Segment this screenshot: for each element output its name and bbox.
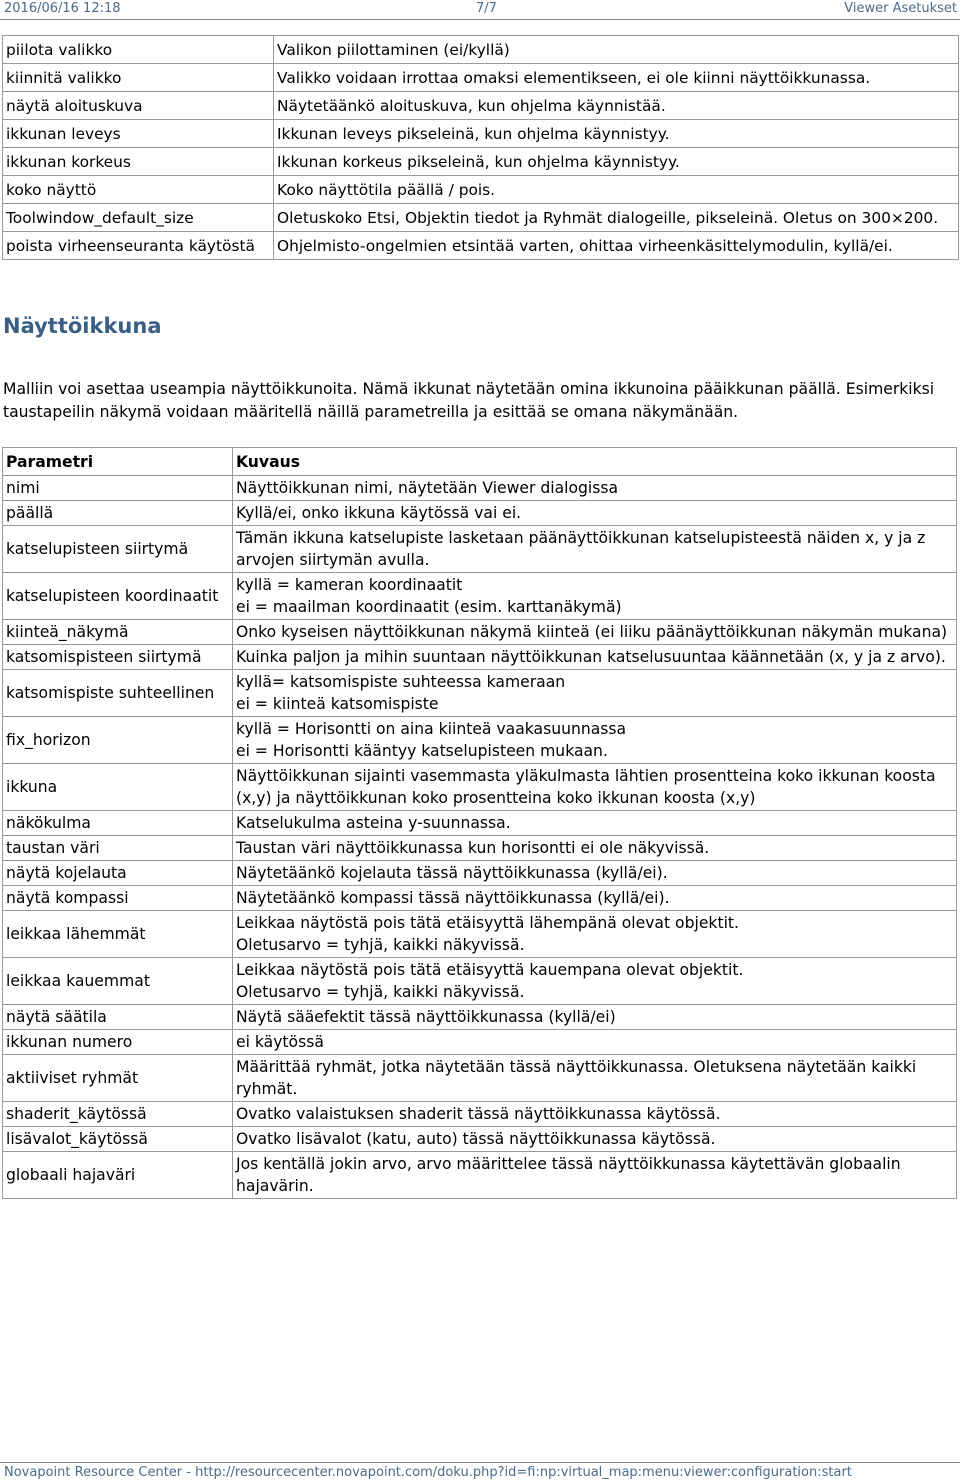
param-cell: kiinnitä valikko	[3, 64, 274, 92]
table-row	[3, 836, 957, 861]
description-cell: Onko kyseisen näyttöikkunan näkymä kiinteä (ei liiku päänäyttöikkunan näkymän mukana)	[233, 620, 957, 645]
param-cell: leikkaa kauemmat	[3, 958, 233, 1005]
window-table-head	[3, 448, 957, 476]
header-document-title: Viewer Asetukset	[844, 1, 957, 16]
description-cell: Ikkunan korkeus pikseleinä, kun ohjelma käynnistyy.	[274, 148, 959, 176]
description-cell: Valikon piilottaminen (ei/kyllä)	[274, 36, 959, 64]
table-row	[3, 176, 959, 204]
section-title: Näyttöikkuna	[3, 314, 162, 338]
description-cell: Näytetäänkö kompassi tässä näyttöikkunassa (kyllä/ei).	[233, 886, 957, 911]
param-cell: taustan väri	[3, 836, 233, 861]
description-cell: kyllä = Horisontti on aina kiinteä vaakasuunnassa ei = Horisontti kääntyy katselupisteen mukaan.	[233, 717, 957, 764]
description-cell: Määrittää ryhmät, jotka näytetään tässä näyttöikkunassa. Oletuksena näytetään kaikki ryhmät.	[233, 1055, 957, 1102]
description-cell: Näytä sääefektit tässä näyttöikkunassa (kyllä/ei)	[233, 1005, 957, 1030]
description-cell: Tämän ikkuna katselupiste lasketaan päänäyttöikkunan katselupisteestä näiden x, y ja z arvojen siirtymän avulla.	[233, 526, 957, 573]
param-cell: katselupisteen koordinaatit	[3, 573, 233, 620]
window-table-body	[3, 476, 957, 1199]
table-row	[3, 886, 957, 911]
table-row	[3, 204, 959, 232]
description-cell: Kuinka paljon ja mihin suuntaan näyttöikkunan katselusuuntaa käännetään (x, y ja z arvo).	[233, 645, 957, 670]
description-cell: Oletuskoko Etsi, Objektin tiedot ja Ryhmät dialogeille, pikseleinä. Oletus on 300×200.	[274, 204, 959, 232]
param-cell: kiinteä_näkymä	[3, 620, 233, 645]
table-row	[3, 811, 957, 836]
table-row	[3, 476, 957, 501]
param-cell: aktiiviset ryhmät	[3, 1055, 233, 1102]
table-row	[3, 764, 957, 811]
description-cell: Näyttöikkunan sijainti vasemmasta yläkulmasta lähtien prosentteina koko ikkunan koosta (x,y) ja näyttöikkunan koko prosentteina koko ikkunan koosta (x,y)	[233, 764, 957, 811]
description-cell: Näytetäänkö aloituskuva, kun ohjelma käynnistää.	[274, 92, 959, 120]
table-row	[3, 526, 957, 573]
param-cell: nimi	[3, 476, 233, 501]
table-row	[3, 148, 959, 176]
table-row	[3, 501, 957, 526]
param-cell: koko näyttö	[3, 176, 274, 204]
table-row	[3, 232, 959, 260]
description-cell: Ohjelmisto-ongelmien etsintää varten, ohittaa virheenkäsittelymodulin, kyllä/ei.	[274, 232, 959, 260]
description-cell: Näytetäänkö kojelauta tässä näyttöikkunassa (kyllä/ei).	[233, 861, 957, 886]
table-row	[3, 1055, 957, 1102]
column-header-param: Parametri	[3, 448, 233, 476]
page-header	[0, 0, 960, 20]
param-cell: leikkaa lähemmät	[3, 911, 233, 958]
table-row	[3, 861, 957, 886]
table-row	[3, 573, 957, 620]
param-cell: näytä aloituskuva	[3, 92, 274, 120]
param-cell: päällä	[3, 501, 233, 526]
param-cell: Toolwindow_default_size	[3, 204, 274, 232]
footer-text: Novapoint Resource Center - http://resourcecenter.novapoint.com/doku.php?id=fi:np:virtual_map:menu:viewer:configuration:start	[4, 1465, 852, 1480]
description-cell: ei käytössä	[233, 1030, 957, 1055]
param-cell: katselupisteen siirtymä	[3, 526, 233, 573]
description-cell: Ovatko valaistuksen shaderit tässä näyttöikkunassa käytössä.	[233, 1102, 957, 1127]
page-footer	[0, 1462, 960, 1484]
description-cell: Valikko voidaan irrottaa omaksi elementikseen, ei ole kiinni näyttöikkunassa.	[274, 64, 959, 92]
description-cell: Katselukulma asteina y-suunnassa.	[233, 811, 957, 836]
table-row	[3, 670, 957, 717]
table-row	[3, 1005, 957, 1030]
param-cell: näytä kompassi	[3, 886, 233, 911]
description-cell: kyllä = kameran koordinaatit ei = maailman koordinaatit (esim. karttanäkymä)	[233, 573, 957, 620]
table-row	[3, 620, 957, 645]
description-cell: Jos kentällä jokin arvo, arvo määrittelee tässä näyttöikkunassa käytettävän globaalin hajavärin.	[233, 1152, 957, 1199]
description-cell: Leikkaa näytöstä pois tätä etäisyyttä kauempana olevat objektit. Oletusarvo = tyhjä, kaikki näkyvissä.	[233, 958, 957, 1005]
table-row	[3, 911, 957, 958]
table-row	[3, 1152, 957, 1199]
description-cell: Kyllä/ei, onko ikkuna käytössä vai ei.	[233, 501, 957, 526]
param-cell: fix_horizon	[3, 717, 233, 764]
table-row	[3, 717, 957, 764]
param-cell: globaali hajaväri	[3, 1152, 233, 1199]
table-header-row	[3, 448, 957, 476]
param-cell: näkökulma	[3, 811, 233, 836]
table-row	[3, 958, 957, 1005]
param-cell: piilota valikko	[3, 36, 274, 64]
description-cell: kyllä= katsomispiste suhteessa kameraan ei = kiinteä katsomispiste	[233, 670, 957, 717]
column-header-desc: Kuvaus	[233, 448, 957, 476]
param-cell: lisävalot_käytössä	[3, 1127, 233, 1152]
description-cell: Leikkaa näytöstä pois tätä etäisyyttä lähempänä olevat objektit. Oletusarvo = tyhjä, kaikki näkyvissä.	[233, 911, 957, 958]
header-date: 2016/06/16 12:18	[4, 1, 121, 16]
param-cell: näytä säätila	[3, 1005, 233, 1030]
param-cell: ikkunan numero	[3, 1030, 233, 1055]
table-row	[3, 1030, 957, 1055]
param-cell: poista virheenseuranta käytöstä	[3, 232, 274, 260]
table-row	[3, 645, 957, 670]
description-cell: Ovatko lisävalot (katu, auto) tässä näyttöikkunassa käytössä.	[233, 1127, 957, 1152]
table-row	[3, 1102, 957, 1127]
param-cell: katsomispisteen siirtymä	[3, 645, 233, 670]
table-row	[3, 64, 959, 92]
description-cell: Koko näyttötila päällä / pois.	[274, 176, 959, 204]
table-row	[3, 120, 959, 148]
param-cell: shaderit_käytössä	[3, 1102, 233, 1127]
settings-table	[2, 35, 959, 260]
table-row	[3, 92, 959, 120]
window-parameters-table	[2, 447, 957, 1199]
section-intro: Malliin voi asettaa useampia näyttöikkunoita. Nämä ikkunat näytetään omina ikkunoina pääikkunan päällä. Esimerkiksi taustapeilin näkymä voidaan määritellä näillä parametreilla ja esittää se omana näkymänään.	[3, 380, 935, 421]
param-cell: katsomispiste suhteellinen	[3, 670, 233, 717]
param-cell: näytä kojelauta	[3, 861, 233, 886]
table-row	[3, 36, 959, 64]
param-cell: ikkuna	[3, 764, 233, 811]
description-cell: Ikkunan leveys pikseleinä, kun ohjelma käynnistyy.	[274, 120, 959, 148]
table-row	[3, 1127, 957, 1152]
param-cell: ikkunan korkeus	[3, 148, 274, 176]
header-page-number: 7/7	[476, 1, 497, 16]
param-cell: ikkunan leveys	[3, 120, 274, 148]
settings-table-body	[3, 36, 959, 260]
description-cell: Näyttöikkunan nimi, näytetään Viewer dialogissa	[233, 476, 957, 501]
description-cell: Taustan väri näyttöikkunassa kun horisontti ei ole näkyvissä.	[233, 836, 957, 861]
